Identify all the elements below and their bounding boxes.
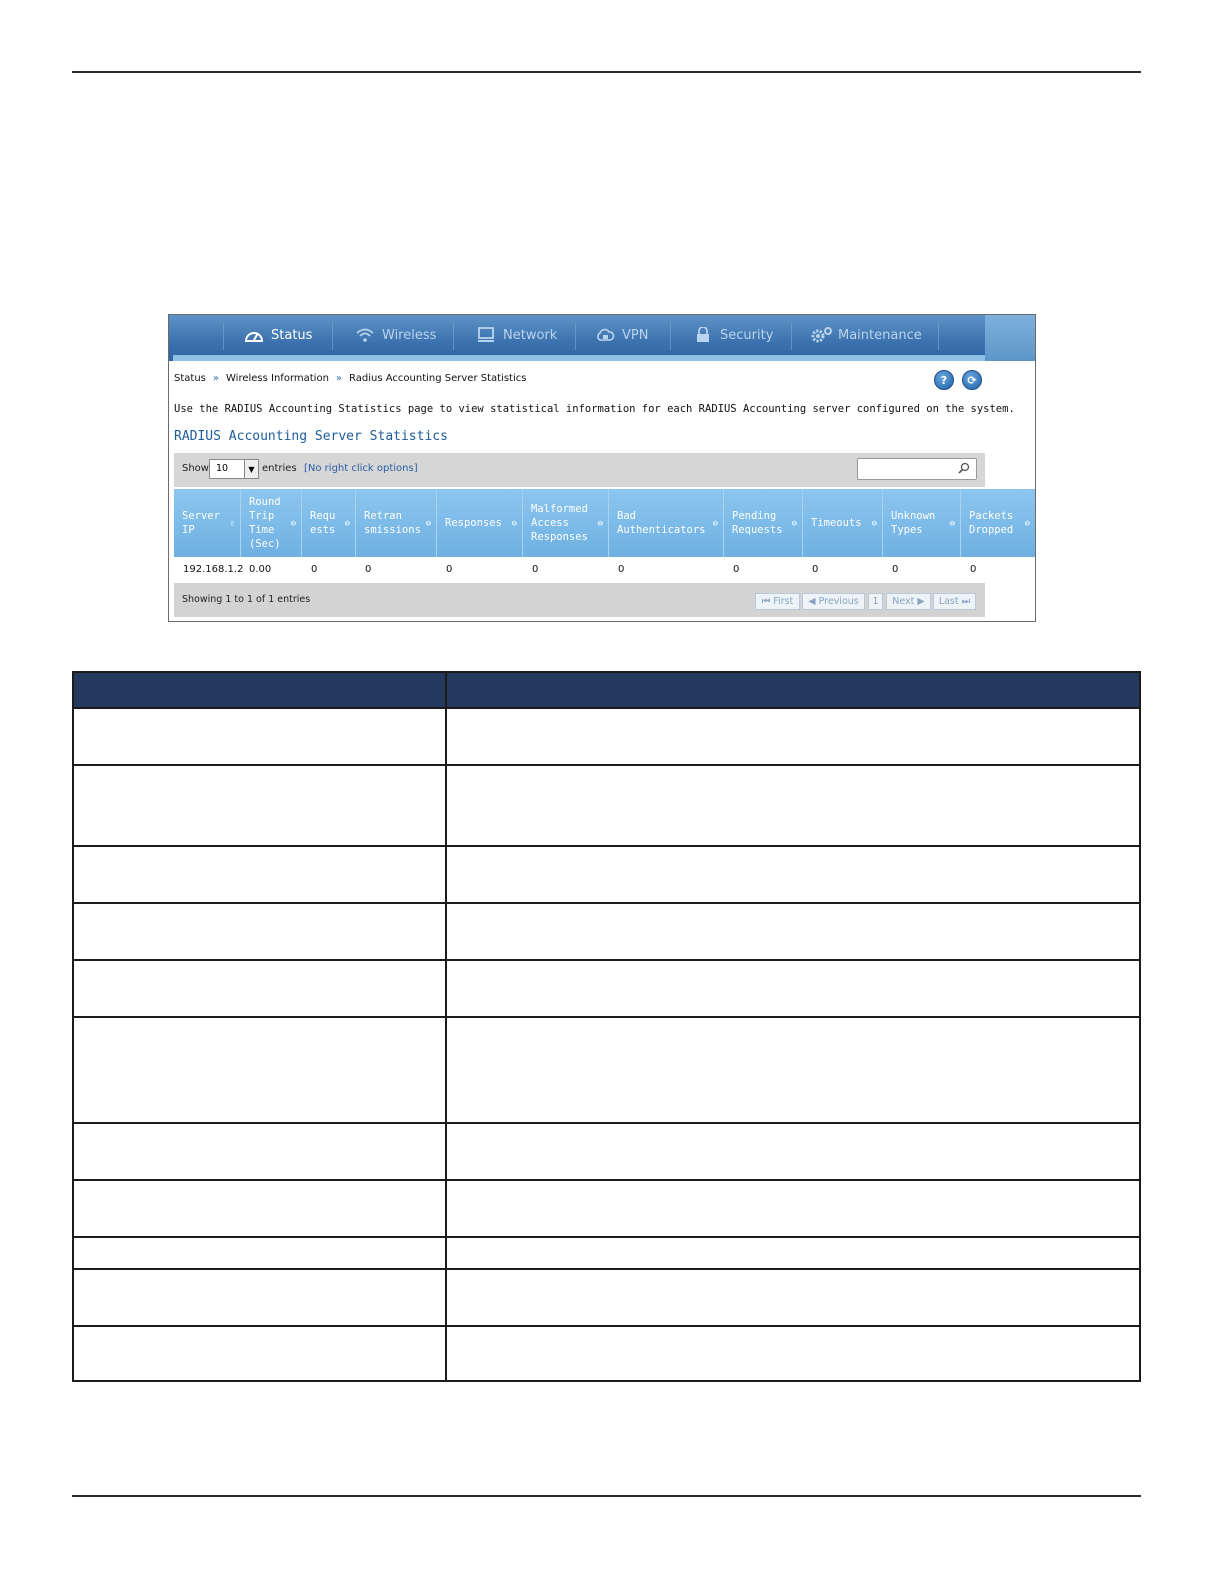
nav-tab-label: Network — [503, 327, 558, 343]
row-divider — [74, 1236, 1139, 1238]
nav-separator — [670, 322, 671, 350]
sort-icon[interactable]: ⊖ — [712, 519, 718, 529]
next-icon: ▶ — [914, 596, 925, 607]
sort-icon[interactable]: ⊖ — [597, 519, 603, 529]
cloud-lock-icon — [595, 327, 615, 343]
column-header-label: Responses — [445, 517, 502, 529]
column-header-requests[interactable] — [302, 489, 356, 557]
gauge-icon — [244, 327, 264, 343]
column-header-packets-dropped[interactable] — [961, 489, 1035, 557]
table-header — [174, 489, 1035, 557]
column-header-label: Timeouts — [811, 517, 862, 529]
breadcrumb-item-status[interactable]: Status — [174, 373, 206, 384]
sort-icon[interactable]: ⊖ — [871, 519, 877, 529]
first-icon: ⏮ — [761, 596, 774, 607]
table-cell: 0 — [446, 564, 453, 575]
row-divider — [74, 1016, 1139, 1018]
breadcrumb-item-current: Radius Accounting Server Statistics — [349, 373, 527, 384]
refresh-icon: ⟳ — [967, 373, 977, 387]
breadcrumb-separator: » — [212, 373, 219, 384]
column-header-server-ip[interactable] — [174, 489, 241, 557]
column-header-label: Packets Dropped — [969, 510, 1014, 536]
help-icon: ? — [940, 373, 948, 387]
nav-tab-security[interactable] — [693, 315, 773, 355]
sort-asc-icon[interactable]: ⇧ — [229, 519, 235, 529]
column-header-label: Requ ests — [310, 510, 336, 536]
column-header-malformed-access-responses[interactable] — [523, 489, 609, 557]
table-toolbar — [174, 453, 985, 487]
breadcrumb — [174, 373, 526, 384]
row-divider — [74, 902, 1139, 904]
nav-separator — [575, 322, 576, 350]
row-divider — [74, 1268, 1139, 1270]
column-header-round-trip-time[interactable] — [241, 489, 302, 557]
table-cell: 192.168.1.2 — [183, 564, 244, 575]
column-header-retransmissions[interactable] — [356, 489, 437, 557]
sort-icon[interactable]: ⊖ — [425, 519, 431, 529]
column-header-timeouts[interactable] — [803, 489, 883, 557]
show-label: Show — [182, 463, 209, 474]
refresh-button[interactable] — [962, 370, 982, 390]
table-row[interactable] — [174, 559, 1035, 581]
sort-icon[interactable]: ⊖ — [344, 519, 350, 529]
entries-label: entries — [262, 463, 297, 474]
sort-icon[interactable]: ⊖ — [511, 519, 517, 529]
sort-icon[interactable]: ⊖ — [1024, 519, 1030, 529]
column-header-label: Bad Authenticators — [617, 510, 706, 536]
column-header-label: Round Trip Time (Sec) — [249, 496, 281, 550]
nav-separator — [453, 322, 454, 350]
no-right-click-options: [No right click options] — [304, 463, 418, 474]
nav-separator — [791, 322, 792, 350]
sort-icon[interactable]: ⊖ — [949, 519, 955, 529]
previous-label: Previous — [818, 596, 859, 607]
table-cell: 0 — [892, 564, 899, 575]
previous-icon: ◀ — [808, 596, 819, 607]
table-cell: 0 — [311, 564, 318, 575]
column-divider — [445, 673, 447, 1380]
column-header-label: Unknown Types — [891, 510, 936, 536]
nav-tab-label: VPN — [622, 327, 649, 343]
nav-separator — [223, 322, 224, 350]
entries-select[interactable] — [209, 459, 259, 479]
last-page-button[interactable] — [933, 593, 976, 610]
top-rule — [72, 71, 1141, 73]
nav-separator — [938, 322, 939, 350]
table-cell: 0 — [733, 564, 740, 575]
first-page-button[interactable] — [755, 593, 800, 610]
column-header-label: Retran smissions — [364, 510, 421, 536]
breadcrumb-separator: » — [335, 373, 343, 384]
last-icon: ⏭ — [958, 596, 971, 607]
chevron-down-icon[interactable]: ▼ — [244, 460, 258, 478]
content-area — [169, 361, 1035, 621]
entries-info: Showing 1 to 1 of 1 entries — [182, 594, 311, 605]
sort-icon[interactable]: ⊖ — [791, 519, 797, 529]
search-input[interactable] — [857, 458, 977, 480]
row-divider — [74, 1179, 1139, 1181]
column-header-label: Malformed Access Responses — [531, 503, 588, 543]
nav-separator — [332, 322, 333, 350]
row-divider — [74, 707, 1139, 709]
row-divider — [74, 764, 1139, 766]
network-icon — [476, 327, 496, 343]
row-divider — [74, 959, 1139, 961]
search-icon[interactable] — [958, 462, 970, 477]
first-label: First — [773, 596, 794, 607]
gears-icon — [811, 327, 831, 343]
nav-tab-maintenance[interactable] — [811, 315, 922, 355]
section-title: RADIUS Accounting Server Statistics — [174, 429, 448, 444]
page-label: 1 — [872, 596, 879, 607]
nav-tab-vpn[interactable] — [595, 315, 648, 355]
field-description-table — [72, 671, 1141, 1382]
next-label: Next — [892, 596, 915, 607]
wifi-icon — [355, 327, 375, 343]
last-label: Last — [938, 596, 959, 607]
nav-tab-status[interactable] — [244, 315, 312, 355]
row-divider — [74, 845, 1139, 847]
previous-page-button[interactable] — [802, 593, 865, 610]
table-footer — [174, 583, 985, 617]
sort-icon[interactable]: ⊖ — [290, 519, 296, 529]
nav-tab-label: Wireless — [382, 327, 437, 343]
bottom-rule — [72, 1495, 1141, 1497]
next-page-button[interactable] — [886, 593, 931, 610]
column-header-responses[interactable] — [437, 489, 523, 557]
column-header-pending-requests[interactable] — [724, 489, 803, 557]
table-cell: 0 — [618, 564, 625, 575]
lock-icon — [693, 327, 713, 343]
column-header-label: Server IP — [182, 510, 220, 536]
nav-tab-network[interactable] — [476, 315, 557, 355]
nav-tab-wireless[interactable] — [355, 315, 436, 355]
ui-screenshot — [168, 314, 1036, 622]
description-table-header — [74, 673, 1139, 707]
nav-tab-label: Security — [720, 327, 774, 343]
page-description: Use the RADIUS Accounting Statistics page to view statistical information for each RADIUS Accounting server configured on the system. — [174, 403, 1015, 415]
column-header-label: Pending Requests — [732, 510, 783, 536]
nav-tab-label: Maintenance — [838, 327, 922, 343]
table-cell: 0 — [532, 564, 539, 575]
table-cell: 0 — [365, 564, 372, 575]
help-button[interactable] — [934, 370, 954, 390]
nav-right-cap — [985, 315, 1035, 361]
entries-select-value: 10 — [216, 463, 229, 474]
breadcrumb-item-wireless-information[interactable]: Wireless Information — [226, 373, 329, 384]
row-divider — [74, 1122, 1139, 1124]
nav-tab-label: Status — [271, 327, 313, 343]
table-cell: 0 — [970, 564, 977, 575]
column-header-unknown-types[interactable] — [883, 489, 961, 557]
row-divider — [74, 1325, 1139, 1327]
column-header-bad-authenticators[interactable] — [609, 489, 724, 557]
table-cell: 0.00 — [249, 564, 272, 575]
top-nav-bar — [169, 315, 1035, 361]
table-cell: 0 — [812, 564, 819, 575]
page-1-button[interactable] — [868, 593, 883, 610]
